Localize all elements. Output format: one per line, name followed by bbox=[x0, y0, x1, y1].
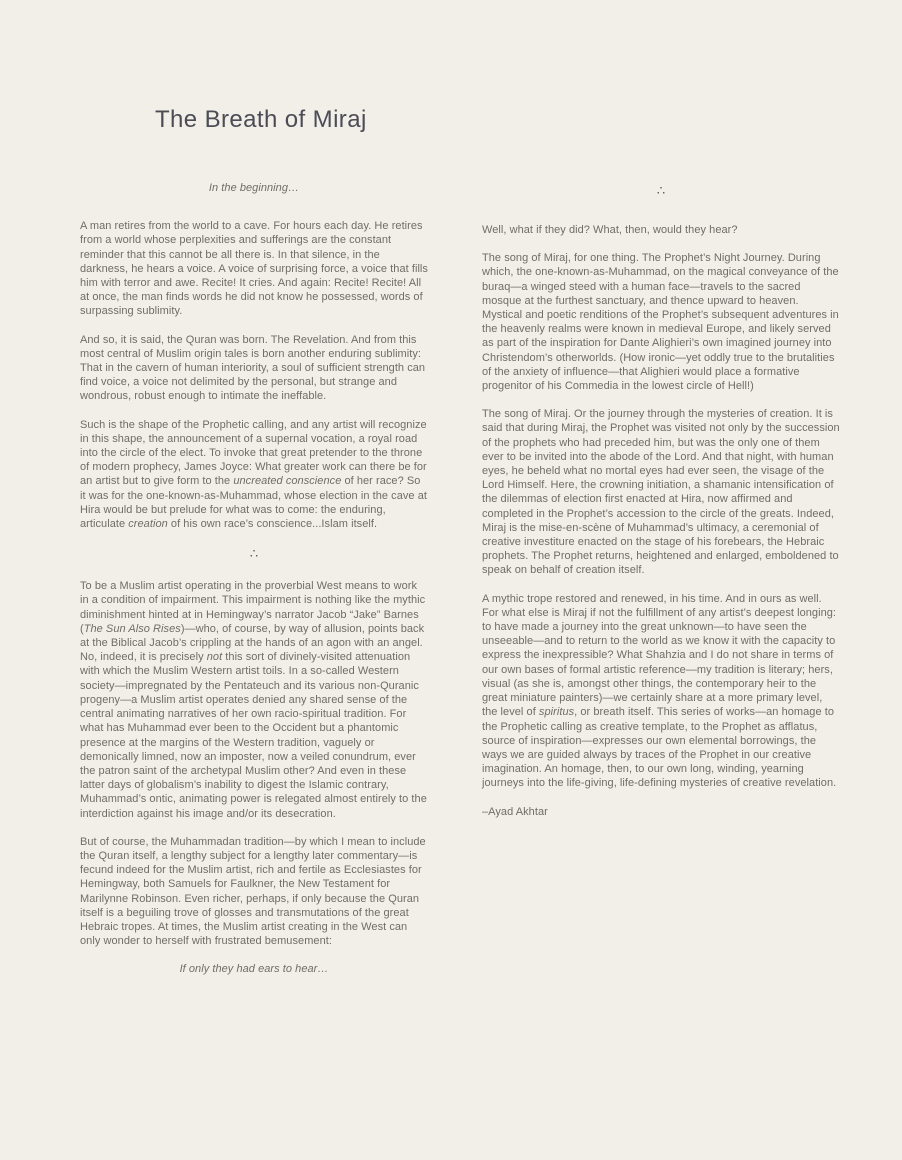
body-paragraph: Well, what if they did? What, then, would they hear? bbox=[482, 224, 738, 236]
italic-phrase: spiritus bbox=[538, 706, 575, 719]
body-paragraph: A mythic trope restored and renewed, in his time. And in ours as well. For what else is Miraj if not the fulfillment of any artist’s deepest longing: to have made a journey into the great unknown—to have seen the unseeable—and to return to the world as we know it with the capacity to express the inexpressible? What Shahzia and I do not share in terms of our own bases of formal artistic reference—my tradition is literary; hers, visual (as she is, amongst other things, the contemporary heir to the great miniature painters)—we certainly share at a more primary level, the level of spiritus, or breath itself. This series of works—an homage to the Prophetic calling as creative template, to the Prophet as afflatus, source of inspiration—expresses our own elemental borrowings, the ways we are guided always by traces of the Prophet in our creative imagination. An homage, then, to our own long, winding, yearning journeys into the life-giving, life-defining mysteries of creative revelation. bbox=[482, 592, 837, 790]
therefore-divider-glyph: ∴ bbox=[249, 546, 259, 562]
centered-italic-line: In the beginning… bbox=[208, 182, 300, 194]
right-text-column bbox=[482, 181, 840, 819]
body-paragraph: A man retires from the world to a cave. For hours each day. He retires from a world whose perplexities and sufferings are the constant reminder that this cannot be all there is. In that silence, in the darkness, he hears a voice. A voice of surprising force, a voice that fills him with terror and awe. Recite! It cries. And again: Recite! Recite! All at once, the man finds words he did not know he possessed, words of surpassing sublimity. bbox=[80, 220, 428, 318]
body-paragraph: But of course, the Muhammadan tradition—by which I mean to include the Quran itself, a lengthy subject for a lengthy later commentary—is fecund indeed for the Muslim artist, rich and fertile as Ecclesiastes for Hemingway, both Samuels for Faulkner, the New Testament for Marilynne Robinson. Even richer, perhaps, if only because the Quran itself is a beguiling trove of glosses and transmutations of the great Hebraic tropes. At times, the Muslim artist creating in the West can only wonder to herself with frustrated bemusement: bbox=[80, 835, 426, 948]
italic-phrase: not bbox=[206, 651, 223, 664]
italic-phrase: creation bbox=[128, 518, 168, 531]
author-signature: –Ayad Akhtar bbox=[482, 805, 548, 818]
body-paragraph: The song of Miraj, for one thing. The Prophet’s Night Journey. During which, the one-known-as-Muhammad, on the magical conveyance of the buraq—a winged steed with a human face—travels to the sacred mosque at the furthest sanctuary, and thence upward to heaven. Mystical and poetic renditions of the Prophet’s subsequent adventures in the heavenly realms were known in medieval Europe, and likely served as part of the inspiration for Dante Alighieri’s own imagined journey into Christendom’s otherworlds. (How ironic—yet oddly true to the brutalities of the anxiety of influence—that Alighieri would place a formative progenitor of his Commedia in the lowest circle of Hell!) bbox=[482, 252, 839, 393]
centered-italic-line: If only they had ears to hear… bbox=[179, 963, 329, 976]
italic-phrase: The Sun Also Rises bbox=[83, 622, 181, 635]
body-paragraph: The song of Miraj. Or the journey through the mysteries of creation. It is said that during Miraj, the Prophet was visited not only by the succession of the prophets who had preceded him, but was the only one of them ever to be invited into the abode of the Lord. And that night, with human eyes, he beheld what no mortal eyes had ever seen, the visage of the Lord Himself. Here, the crowning initiation, a shamanic intensification of the dilemmas of election first enacted at Hira, now affirmed and completed in the Prophet’s accession to the circle of the greats. Indeed, Miraj is the mise-en-scène of Muhammad’s ultimacy, a ceremonial of creative investiture enacted on the stage of his forebears, the Hebraic prophets. The Prophet returns, heightened and enlarged, emboldened to speak on behalf of creation itself. bbox=[482, 408, 840, 577]
body-paragraph: To be a Muslim artist operating in the proverbial West means to work in a condition of impairment. This impairment is nothing like the mythic diminishment hinted at in Hemingway’s narrator Jacob “Jake” Barnes (The Sun Also Rises)—who, of course, by way of allusion, points back at the Biblical Jacob’s crippling at the hands of an agon with an angel. No, indeed, it is precisely not this sort of divinely-visited attenuation with which the Muslim Western artist toils. In a so-called Western society—impregnated by the Pentateuch and its various non-Quranic progeny—a Muslim artist operates denied any shared sense of the central animating narratives of her own racio-spiritual tradition. For what has Muhammad ever been to the Occident but a phantomic presence at the margins of the Western tradition, vaguely or demonically limned, now an imposter, now a veiled conundrum, ever the patron saint of the archetypal Muslim other? And even in these latter days of globalism’s inability to digest the Islamic contrary, Muhammad’s ontic, animating power is relegated almost entirely to the interdiction against his image and/or its desecration. bbox=[80, 580, 427, 820]
italic-phrase: uncreated conscience bbox=[233, 475, 342, 488]
therefore-divider-glyph: ∴ bbox=[656, 183, 666, 198]
left-text-column bbox=[80, 181, 428, 977]
page-title: The Breath of Miraj bbox=[155, 106, 367, 133]
body-paragraph: Such is the shape of the Prophetic calling, and any artist will recognize in this shape, the announcement of a supernal vocation, a royal road into the circle of the elect. To invoke that great pretender to the throne of modern prophecy, James Joyce: What greater work can there be for an artist but to give form to the uncreated conscience of her race? So it was for the one-known-as-Muhammad, whose election in the cave at Hira would be but prelude for what was to come: the enduring, articulate creation of his own race’s conscience...Islam itself. bbox=[80, 418, 427, 531]
body-paragraph: And so, it is said, the Quran was born. The Revelation. And from this most central of Muslim origin tales is born another enduring sublimity: That in the cavern of human interiority, a soul of sufficient strength can find voice, a voice not delimited by the personal, but strange and wondrous, robust enough to intimate the ineffable. bbox=[80, 333, 426, 403]
